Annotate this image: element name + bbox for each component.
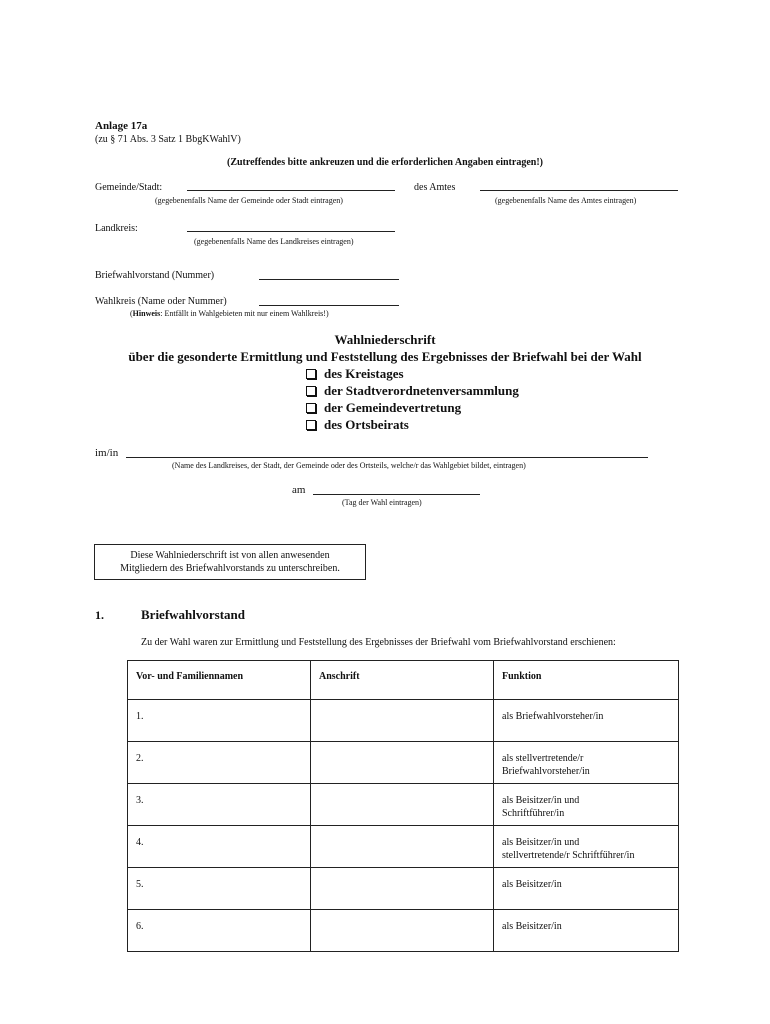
table-row (128, 742, 679, 784)
option-gemeindevertretung[interactable]: der Gemeindevertretung (306, 400, 461, 416)
imin-label: im/in (95, 447, 119, 459)
name-cell[interactable]: 3. (128, 784, 311, 826)
function-cell: als Beisitzer/in (494, 868, 679, 910)
function-cell: als Beisitzer/in (494, 910, 679, 952)
document-title: Wahlniederschrift (334, 332, 436, 347)
briefwahlvorstand-field[interactable] (259, 279, 399, 280)
column-header-address: Anschrift (311, 661, 494, 700)
legal-reference: (zu § 71 Abs. 3 Satz 1 BbgKWahlV) (95, 134, 241, 145)
imin-hint: (Name des Landkreises, der Stadt, der Gemeinde oder des Ortsteils, welche/r das Wahlgebiet bildet, eintragen) (172, 461, 526, 470)
address-cell[interactable] (311, 910, 494, 952)
section-heading: Briefwahlvorstand (141, 607, 245, 622)
function-cell: als stellvertretende/r Briefwahlvorsteher/in (494, 742, 679, 784)
members-table (127, 660, 679, 952)
address-cell[interactable] (311, 868, 494, 910)
checkbox-icon[interactable] (306, 403, 316, 413)
table-header-row (128, 661, 679, 700)
name-cell[interactable]: 1. (128, 700, 311, 742)
function-cell: als Briefwahlvorsteher/in (494, 700, 679, 742)
function-cell: als Beisitzer/in und stellvertretende/r Schriftführer/in (494, 826, 679, 868)
amtes-field[interactable] (480, 190, 678, 191)
am-hint: (Tag der Wahl eintragen) (342, 498, 422, 507)
address-cell[interactable] (311, 742, 494, 784)
name-cell[interactable]: 2. (128, 742, 311, 784)
wahlkreis-hint: (Hinweis: Entfällt in Wahlgebieten mit nur einem Wahlkreis!) (130, 309, 329, 318)
function-cell: als Beisitzer/in und Schriftführer/in (494, 784, 679, 826)
checkbox-icon[interactable] (306, 369, 316, 379)
table-row (128, 910, 679, 952)
address-cell[interactable] (311, 700, 494, 742)
wahlkreis-label: Wahlkreis (Name oder Nummer) (95, 296, 227, 307)
amtes-label: des Amtes (414, 182, 456, 193)
table-row (128, 700, 679, 742)
notice-line-2: Mitgliedern des Briefwahlvorstands zu unterschreiben. (120, 563, 340, 574)
table-row (128, 826, 679, 868)
instruction-text: (Zutreffendes bitte ankreuzen und die erforderlichen Angaben eintragen!) (226, 157, 543, 168)
table-row (128, 784, 679, 826)
name-cell[interactable]: 6. (128, 910, 311, 952)
notice-line-1: Diese Wahlniederschrift ist von allen anwesenden (130, 550, 330, 561)
address-cell[interactable] (311, 784, 494, 826)
column-header-function: Funktion (494, 661, 679, 700)
name-cell[interactable]: 4. (128, 826, 311, 868)
gemeinde-label: Gemeinde/Stadt: (95, 182, 163, 193)
imin-field[interactable] (126, 457, 648, 458)
table-row (128, 868, 679, 910)
briefwahlvorstand-label: Briefwahlvorstand (Nummer) (95, 270, 215, 281)
landkreis-field[interactable] (187, 231, 395, 232)
section-number: 1. (95, 608, 104, 622)
landkreis-hint: (gegebenenfalls Name des Landkreises eintragen) (194, 237, 354, 246)
option-ortsbeirat[interactable]: des Ortsbeirats (306, 417, 409, 433)
column-header-name: Vor- und Familiennamen (128, 661, 311, 700)
annex-label: Anlage 17a (95, 120, 148, 132)
document-subtitle: über die gesonderte Ermittlung und Feststellung des Ergebnisses der Briefwahl bei der Wahl (128, 349, 642, 364)
date-field[interactable] (313, 494, 480, 495)
wahlkreis-field[interactable] (259, 305, 399, 306)
option-kreistag[interactable]: des Kreistages (306, 366, 404, 382)
checkbox-icon[interactable] (306, 420, 316, 430)
landkreis-label: Landkreis: (95, 223, 138, 234)
section-intro: Zu der Wahl waren zur Ermittlung und Feststellung des Ergebnisses der Briefwahl vom Briefwahlvorstand erschienen: (141, 637, 616, 648)
signature-notice (94, 544, 366, 580)
amtes-hint: (gegebenenfalls Name des Amtes eintragen) (495, 196, 637, 205)
option-stadtverordnetenversammlung[interactable]: der Stadtverordnetenversammlung (306, 383, 519, 399)
gemeinde-field[interactable] (187, 190, 395, 191)
address-cell[interactable] (311, 826, 494, 868)
gemeinde-hint: (gegebenenfalls Name der Gemeinde oder Stadt eintragen) (155, 196, 343, 205)
name-cell[interactable]: 5. (128, 868, 311, 910)
checkbox-icon[interactable] (306, 386, 316, 396)
am-label: am (292, 484, 306, 496)
